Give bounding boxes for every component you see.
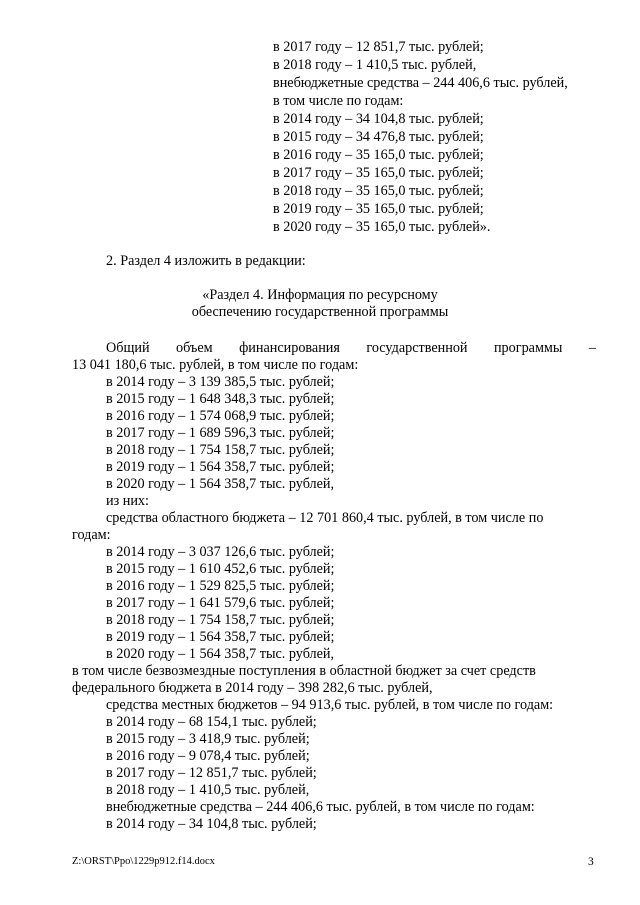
word: финансирования — [239, 340, 340, 356]
text-line: в 2020 году – 1 564 358,7 тыс. рублей, — [106, 646, 335, 662]
text-line: в 2019 году – 1 564 358,7 тыс. рублей; — [106, 459, 335, 475]
text-line: 13 041 180,6 тыс. рублей, в том числе по годам: — [72, 357, 359, 373]
word: – — [588, 340, 596, 356]
text-line: годам: — [72, 527, 111, 543]
text-line: в 2016 году – 1 529 825,5 тыс. рублей; — [106, 578, 335, 594]
text-line: средства местных бюджетов – 94 913,6 тыс. рублей, в том числе по годам: — [106, 697, 554, 713]
text-line: из них: — [106, 493, 149, 509]
section-heading-line1: «Раздел 4. Информация по ресурсному — [202, 287, 438, 303]
text-line: в 2016 году – 1 574 068,9 тыс. рублей; — [106, 408, 335, 424]
text-line: внебюджетные средства – 244 406,6 тыс. рублей, в том числе по годам: — [106, 799, 535, 815]
word: программы — [493, 340, 563, 356]
text-line: в 2020 году – 1 564 358,7 тыс. рублей, — [106, 476, 335, 492]
text-line: в 2015 году – 3 418,9 тыс. рублей; — [106, 731, 310, 747]
text-line: в 2018 году – 1 410,5 тыс. рублей, — [273, 57, 477, 73]
text-line: в 2018 году – 1 754 158,7 тыс. рублей; — [106, 442, 335, 458]
text-line: в 2018 году – 35 165,0 тыс. рублей; — [273, 183, 484, 199]
text-line: в 2018 году – 1 410,5 тыс. рублей, — [106, 782, 310, 798]
section-heading-line2: обеспечению государственной программы — [191, 304, 449, 320]
text-line: в том числе безвозмездные поступления в областной бюджет за счет средств — [72, 663, 536, 679]
text-line: в 2016 году – 35 165,0 тыс. рублей; — [273, 147, 484, 163]
text-line: в 2014 году – 3 037 126,6 тыс. рублей; — [106, 544, 335, 560]
list-item-2: 2. Раздел 4 изложить в редакции: — [106, 253, 306, 269]
text-line: в 2015 году – 1 610 452,6 тыс. рублей; — [106, 561, 335, 577]
text-line: в 2017 году – 12 851,7 тыс. рублей; — [106, 765, 317, 781]
text-line: средства областного бюджета – 12 701 860,4 тыс. рублей, в том числе по — [106, 510, 544, 526]
text-line: в 2014 году – 34 104,8 тыс. рублей; — [273, 111, 484, 127]
text-line: в 2019 году – 35 165,0 тыс. рублей; — [273, 201, 484, 217]
page-number: 3 — [588, 856, 594, 868]
paragraph-total-financing — [106, 340, 596, 357]
text-line: в 2014 году – 34 104,8 тыс. рублей; — [106, 816, 317, 832]
text-line: в 2016 году – 9 078,4 тыс. рублей; — [106, 748, 310, 764]
text-line: в 2017 году – 1 641 579,6 тыс. рублей; — [106, 595, 335, 611]
text-line: в 2017 году – 12 851,7 тыс. рублей; — [273, 39, 484, 55]
word: государственной — [366, 340, 468, 356]
text-line: внебюджетные средства – 244 406,6 тыс. рублей, — [273, 75, 568, 91]
text-line: в 2020 году – 35 165,0 тыс. рублей». — [273, 219, 491, 235]
footer-file-path: Z:\ORST\Ppo\1229p912.f14.docx — [72, 856, 215, 867]
text-line: федерального бюджета в 2014 году – 398 282,6 тыс. рублей, — [72, 680, 433, 696]
word: объем — [176, 340, 213, 356]
text-line: в том числе по годам: — [273, 93, 404, 109]
text-line: в 2015 году – 1 648 348,3 тыс. рублей; — [106, 391, 335, 407]
text-line: в 2014 году – 68 154,1 тыс. рублей; — [106, 714, 317, 730]
text-line: в 2015 году – 34 476,8 тыс. рублей; — [273, 129, 484, 145]
text-line: в 2017 году – 1 689 596,3 тыс. рублей; — [106, 425, 335, 441]
text-line: в 2017 году – 35 165,0 тыс. рублей; — [273, 165, 484, 181]
text-line: в 2019 году – 1 564 358,7 тыс. рублей; — [106, 629, 335, 645]
text-line: в 2014 году – 3 139 385,5 тыс. рублей; — [106, 374, 335, 390]
text-line: в 2018 году – 1 754 158,7 тыс. рублей; — [106, 612, 335, 628]
word: Общий — [106, 340, 150, 356]
